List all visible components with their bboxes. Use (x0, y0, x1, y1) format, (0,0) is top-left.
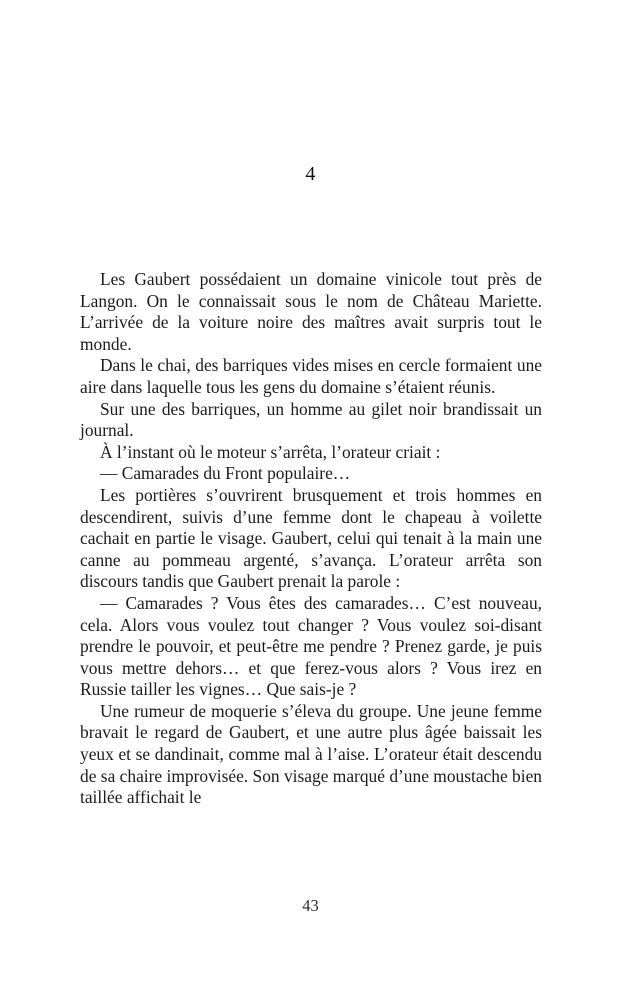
paragraph: Les portières s’ouvrirent brusquement et trois hommes en descendirent, suivis d’une femme dont le chapeau à voilette cachait en partie le visage. Gaubert, celui qui tenait à la main une canne au pommeau argenté, s’avança. L’orateur arrêta son discours tandis que Gaubert prenait la parole : (80, 484, 542, 592)
paragraph: Dans le chai, des barriques vides mises en cercle formaient une aire dans laquelle tous les gens du domaine s’étaient réunis. (80, 355, 542, 397)
paragraph-dialogue: — Camarades du Front populaire… (100, 463, 351, 484)
paragraph: Les Gaubert possédaient un domaine vinicole tout près de Langon. On le connaissait sous le nom de Château Mariette. L’arrivée de la voiture noire des maîtres avait surpris tout le monde. (80, 269, 542, 354)
paragraph-dialogue: — Camarades ? Vous êtes des camarades… C’est nouveau, cela. Alors vous voulez tout changer ? Vous voulez soi-disant prendre le pouvoir, et peut-être me pendre ? Prenez garde, je puis vous mettre dehors… et que ferez-vous alors ? Vous irez en Russie tailler les vignes… Que sais-je ? (80, 592, 542, 700)
body-text (80, 269, 542, 809)
paragraph: Une rumeur de moquerie s’éleva du groupe. Une jeune femme bravait le regard de Gaubert, et une autre plus âgée baissait les yeux et se dandinait, comme mal à l’aise. L’orateur était descendu de sa chaire improvisée. Son visage marqué d’une moustache bien taillée affichait le (80, 700, 542, 808)
paragraph: Sur une des barriques, un homme au gilet noir brandissait un journal. (80, 398, 542, 441)
paragraph: À l’instant où le moteur s’arrêta, l’orateur criait : (100, 441, 441, 462)
page-number: 43 (302, 896, 319, 915)
chapter-number: 4 (305, 163, 316, 185)
